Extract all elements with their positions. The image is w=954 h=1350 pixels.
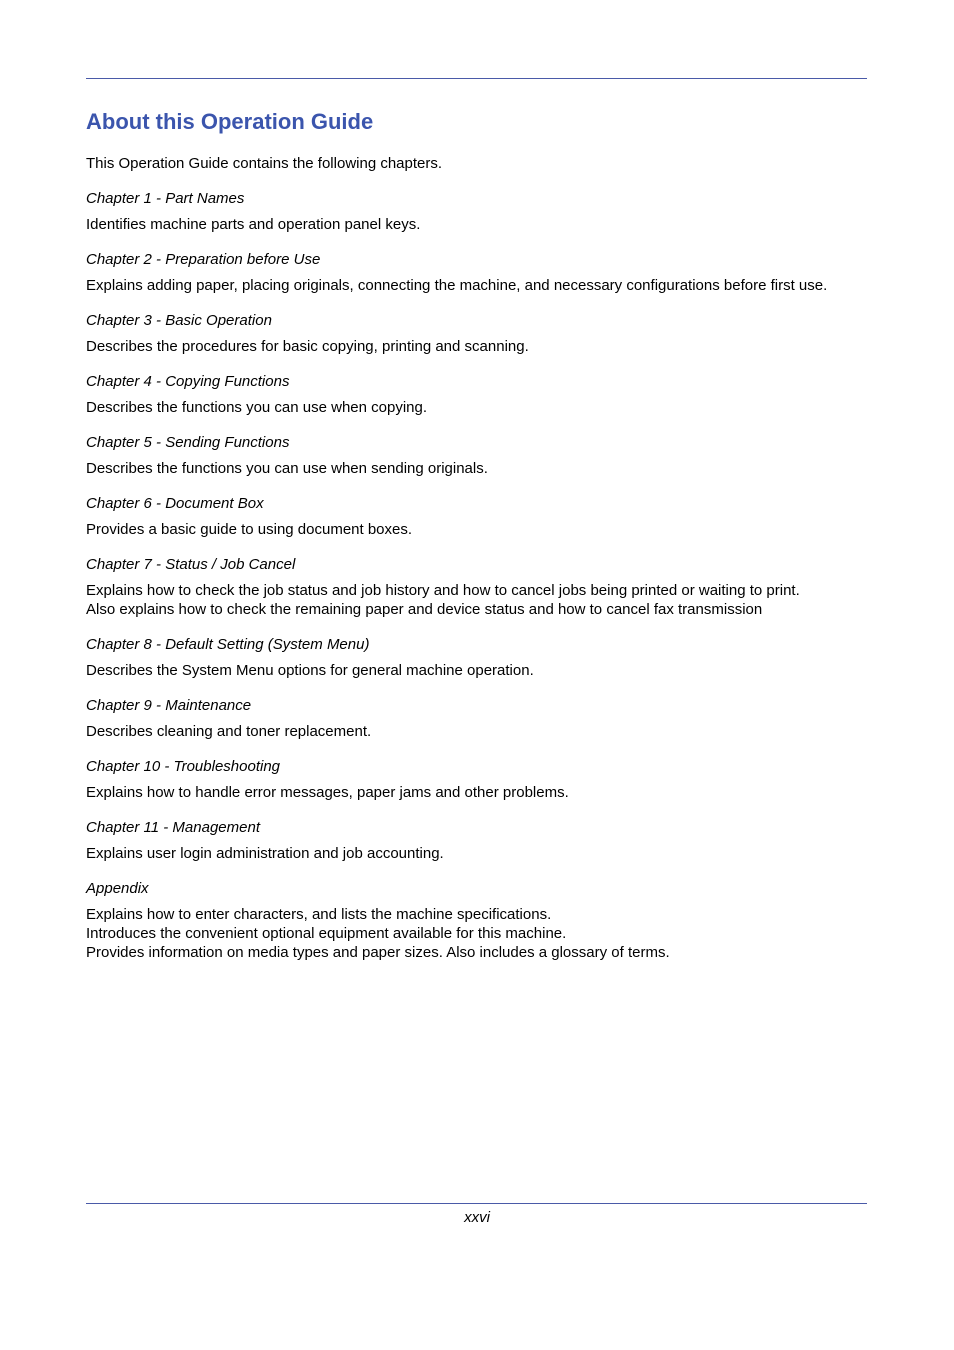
- chapter-entry: [86, 494, 886, 539]
- chapter-description: [86, 661, 886, 680]
- chapter-description: [86, 459, 886, 478]
- chapter-title: Chapter 4 - Copying Functions: [86, 373, 290, 390]
- chapter-title: Chapter 8 - Default Setting (System Menu): [86, 636, 370, 653]
- chapter-title: Chapter 9 - Maintenance: [86, 697, 252, 714]
- description-line: Explains how to handle error messages, paper jams and other problems.: [86, 784, 569, 801]
- description-line: Describes cleaning and toner replacement.: [86, 723, 372, 740]
- description-line: Explains how to check the job status and job history and how to cancel jobs being printed or waiting to print.: [86, 582, 800, 599]
- chapter-description: [86, 783, 886, 802]
- chapter-description: [86, 520, 886, 539]
- chapter-title: Chapter 11 - Management: [86, 819, 260, 836]
- description-line: Describes the System Menu options for general machine operation.: [86, 662, 534, 679]
- description-line: Describes the procedures for basic copying, printing and scanning.: [86, 338, 529, 355]
- description-line: Describes the functions you can use when sending originals.: [86, 460, 488, 477]
- chapter-entry: [86, 250, 886, 295]
- chapter-description: [86, 276, 886, 295]
- chapter-entry: [86, 757, 886, 802]
- chapter-description: [86, 844, 886, 863]
- chapter-description: [86, 398, 886, 417]
- chapter-entry: [86, 635, 886, 680]
- chapter-title: Chapter 3 - Basic Operation: [86, 312, 272, 329]
- chapter-title: Chapter 7 - Status / Job Cancel: [86, 556, 296, 573]
- chapter-title: Chapter 2 - Preparation before Use: [86, 251, 321, 268]
- chapter-description: [86, 722, 886, 741]
- chapter-description: [86, 337, 886, 356]
- chapter-entry: [86, 879, 886, 962]
- chapter-description: [86, 905, 886, 962]
- description-line: Identifies machine parts and operation panel keys.: [86, 216, 421, 233]
- description-line: Provides information on media types and paper sizes. Also includes a glossary of terms.: [86, 944, 670, 961]
- chapter-entry: [86, 189, 886, 234]
- chapter-entry: [86, 433, 886, 478]
- chapter-entry: [86, 555, 886, 619]
- chapter-title: Appendix: [86, 880, 149, 897]
- chapter-entry: [86, 818, 886, 863]
- chapter-title: Chapter 1 - Part Names: [86, 190, 245, 207]
- chapter-entry: [86, 372, 886, 417]
- chapter-title: Chapter 6 - Document Box: [86, 495, 264, 512]
- chapter-description: [86, 215, 886, 234]
- chapter-list: [86, 189, 886, 978]
- intro-text: This Operation Guide contains the following chapters.: [86, 155, 443, 172]
- description-line: Explains how to enter characters, and lists the machine specifications.: [86, 906, 552, 923]
- page-title: About this Operation Guide: [86, 109, 374, 134]
- description-line: Explains user login administration and job accounting.: [86, 845, 444, 862]
- description-line: Provides a basic guide to using document boxes.: [86, 521, 413, 538]
- page-number: xxvi: [464, 1209, 490, 1226]
- description-line: Describes the functions you can use when copying.: [86, 399, 428, 416]
- chapter-entry: [86, 696, 886, 741]
- header-rule: [86, 78, 867, 79]
- description-line: Also explains how to check the remaining paper and device status and how to cancel fax transmission: [86, 601, 763, 618]
- description-line: Explains adding paper, placing originals, connecting the machine, and necessary configurations before first use.: [86, 277, 828, 294]
- description-line: Introduces the convenient optional equipment available for this machine.: [86, 925, 567, 942]
- chapter-title: Chapter 5 - Sending Functions: [86, 434, 290, 451]
- chapter-description: [86, 581, 886, 619]
- chapter-entry: [86, 311, 886, 356]
- chapter-title: Chapter 10 - Troubleshooting: [86, 758, 281, 775]
- footer-rule: [86, 1203, 867, 1204]
